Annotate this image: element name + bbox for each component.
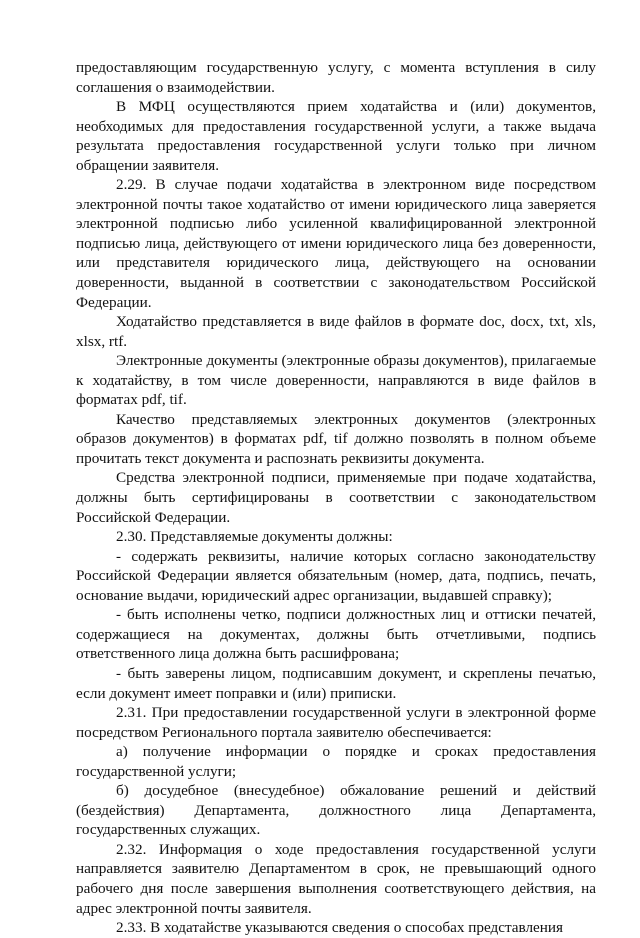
paragraph-8: 2.30. Представляемые документы должны:: [116, 528, 393, 546]
paragraph-14: б) досудебное (внесудебное) обжалование решений и действий (бездействия) Департамента, должностного лица Департамента, государственных служащих.: [76, 782, 596, 839]
paragraph-16: 2.33. В ходатайстве указываются сведения о способах представления: [116, 919, 564, 937]
paragraph-4: Ходатайство представляется в виде файлов в формате doc, docx, txt, xls, xlsx, rtf.: [76, 313, 596, 350]
document-page: [76, 58, 596, 938]
paragraph-13: а) получение информации о порядке и сроках предоставления государственной услуги;: [76, 743, 596, 780]
paragraph-12: 2.31. При предоставлении государственной услуги в электронной форме посредством Регионального портала заявителю обеспечивается:: [76, 704, 596, 741]
paragraph-15: 2.32. Информация о ходе предоставления государственной услуги направляется заявителю Департаментом в срок, не превышающий одного рабочего дня после завершения выполнения соответствующего действия, на адрес электронной почты заявителя.: [76, 840, 596, 917]
paragraph-3: 2.29. В случае подачи ходатайства в электронном виде посредством электронной почты такое ходатайство от имени юридического лица заверяется электронной подписью либо усиленной квалифицированной электронной подписью лица, действующего от имени юридического лица без доверенности, или представителя юридического лица, действующего на основании доверенности, выданной в соответствии с законодательством Российской Федерации.: [76, 176, 596, 311]
paragraph-6: Качество представляемых электронных документов (электронных образов документов) в форматах pdf, tif должно позволять в полном объеме прочитать текст документа и распознать реквизиты документа.: [76, 410, 596, 467]
paragraph-1: предоставляющим государственную услугу, с момента вступления в силу соглашения о взаимодействии.: [76, 59, 596, 96]
paragraph-11: - быть заверены лицом, подписавшим документ, и скреплены печатью, если документ имеет поправки и (или) приписки.: [76, 664, 596, 702]
paragraph-5: Электронные документы (электронные образы документов), прилагаемые к ходатайству, в том числе доверенности, направляются в виде файлов в форматах pdf, tif.: [76, 352, 596, 409]
paragraph-2: В МФЦ осуществляются прием ходатайства и (или) документов, необходимых для предоставления государственной услуги, а также выдача результата предоставления государственной услуги только при личном обращении заявителя.: [76, 98, 596, 174]
paragraph-7: Средства электронной подписи, применяемые при подаче ходатайства, должны быть сертифицированы в соответствии с законодательством Российской Федерации.: [76, 469, 596, 526]
paragraph-10: - быть исполнены четко, подписи должностных лиц и оттиски печатей, содержащиеся на документах, должны быть отчетливыми, подпись ответственного лица должна быть расшифрована;: [76, 606, 596, 663]
paragraph-9: - содержать реквизиты, наличие которых согласно законодательству Российской Федерации является обязательным (номер, дата, подпись, печать, основание выдачи, юридический адрес организации, выдавшей справку);: [76, 547, 596, 604]
